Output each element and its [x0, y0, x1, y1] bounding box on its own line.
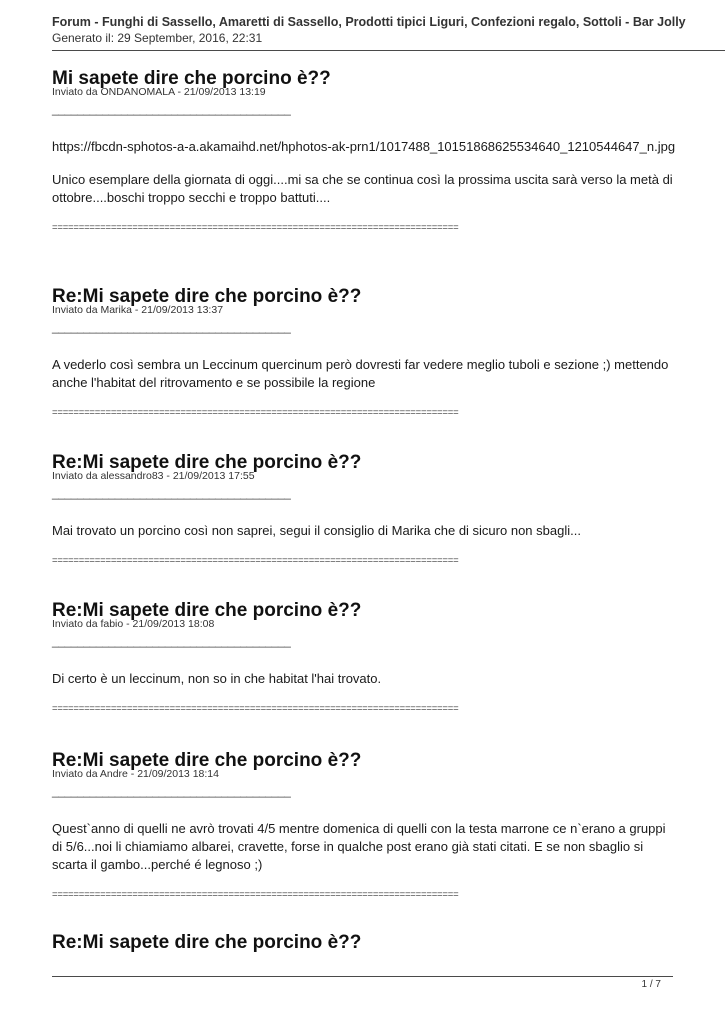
post-paragraph: A vederlo così sembra un Leccinum quercinum però dovresti far vedere meglio tuboli e sezione ;) mettendo anche l'habitat del ritrovamento e se possibile la regione: [52, 357, 669, 390]
post-paragraph: Quest`anno di quelli ne avrò trovati 4/5 mentre domenica di quelli con la testa marrone ce n`erano a gruppi di 5/6...noi li chiamiamo albarei, cravette, forse in qualche post erano già stati citati. E se non sbaglio si scarta il gambo...perché é legnoso ;): [52, 821, 666, 872]
underline-rule: ______________________________________: [52, 320, 291, 334]
post-meta: Inviato da alessandro83 - 21/09/2013 17:55: [52, 470, 255, 482]
page-number: 1 / 7: [641, 979, 661, 990]
separator-rule: ============================================================================: [52, 407, 459, 418]
underline-rule: ______________________________________: [52, 486, 291, 500]
post-title: Re:Mi sapete dire che porcino è??: [52, 750, 362, 771]
post-body: [52, 820, 677, 874]
post-meta: Inviato da Andre - 21/09/2013 18:14: [52, 768, 219, 780]
underline-rule: ______________________________________: [52, 784, 291, 798]
post-meta: Inviato da ONDANOMALA - 21/09/2013 13:19: [52, 86, 266, 98]
post: [52, 452, 677, 567]
post: [52, 286, 677, 419]
post-paragraph: Di certo è un leccinum, non so in che habitat l'hai trovato.: [52, 671, 382, 686]
post: [52, 932, 677, 954]
post-title: Re:Mi sapete dire che porcino è??: [52, 932, 362, 953]
post-meta: Inviato da fabio - 21/09/2013 18:08: [52, 618, 215, 630]
post: [52, 68, 677, 234]
separator-rule: ============================================================================: [52, 889, 459, 900]
post-body: [52, 522, 677, 540]
post-title: Re:Mi sapete dire che porcino è??: [52, 452, 362, 473]
post-paragraph: Mai trovato un porcino così non saprei, segui il consiglio di Marika che di sicuro non sbagli...: [52, 523, 581, 538]
underline-rule: ______________________________________: [52, 634, 291, 648]
generated-date: Generato il: 29 September, 2016, 22:31: [52, 31, 263, 45]
separator-rule: ============================================================================: [52, 555, 459, 566]
post-paragraph: Unico esemplare della giornata di oggi....mi sa che se continua così la prossima uscita sarà verso la metà di ottobre....boschi troppo secchi e troppo battuti....: [52, 172, 673, 205]
page-header: [52, 14, 725, 51]
post-meta: Inviato da Marika - 21/09/2013 13:37: [52, 304, 224, 316]
underline-rule: ______________________________________: [52, 102, 291, 116]
post-title: Mi sapete dire che porcino è??: [52, 68, 331, 89]
post-body: [52, 670, 677, 688]
post-title: Re:Mi sapete dire che porcino è??: [52, 286, 362, 307]
page-footer: [52, 976, 673, 990]
post-body: [52, 138, 677, 207]
post-body: [52, 356, 677, 392]
post: [52, 750, 677, 901]
forum-title: Forum - Funghi di Sassello, Amaretti di Sassello, Prodotti tipici Liguri, Confezioni regalo, Sottoli - Bar Jolly: [52, 15, 686, 29]
separator-rule: ============================================================================: [52, 222, 459, 233]
post: [52, 600, 677, 715]
post-link[interactable]: https://fbcdn-sphotos-a-a.akamaihd.net/hphotos-ak-prn1/1017488_10151868625534640_1210544647_n.jpg: [52, 139, 676, 154]
post-title: Re:Mi sapete dire che porcino è??: [52, 600, 362, 621]
separator-rule: ============================================================================: [52, 703, 459, 714]
